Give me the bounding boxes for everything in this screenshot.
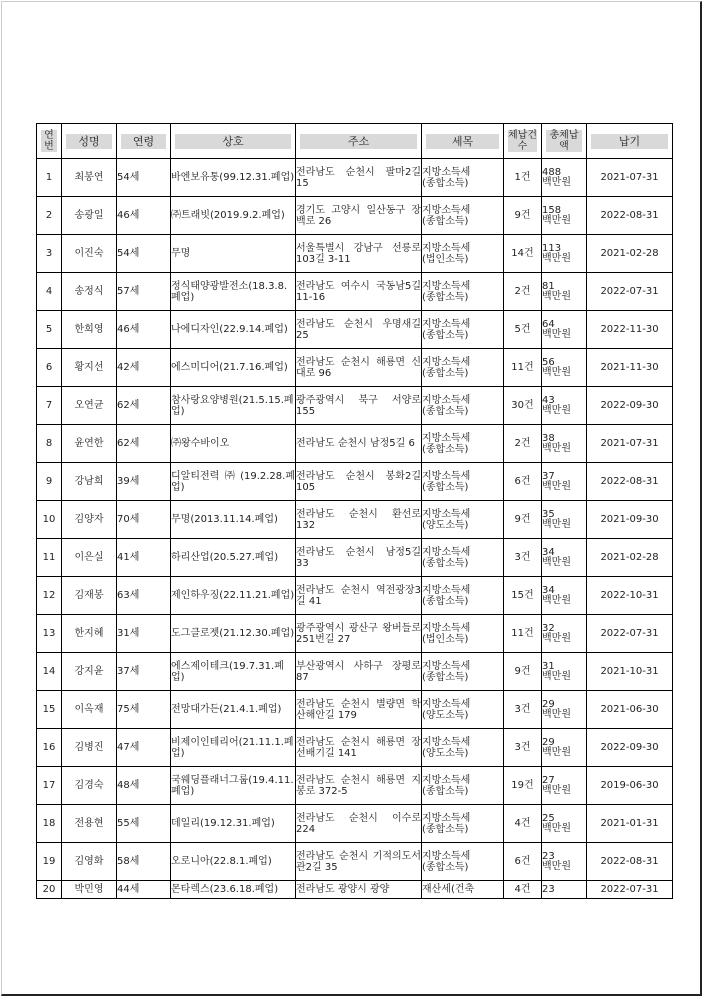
tax-type: 지방소득세 xyxy=(422,774,471,786)
row-age: 58세 xyxy=(117,843,171,881)
row-total xyxy=(542,235,587,273)
row-no: 10 xyxy=(37,501,62,539)
row-no: 12 xyxy=(37,577,62,615)
row-name: 김양자 xyxy=(62,501,117,539)
row-name: 박민영 xyxy=(62,881,117,899)
row-business: 도그클로젯(21.12.30.폐업) xyxy=(171,615,296,653)
row-due: 2021-10-31 xyxy=(587,653,673,691)
row-business: 바엔보유통(99.12.31.폐업) xyxy=(171,159,296,197)
amount-value: 27 xyxy=(542,774,555,786)
row-count: 30건 xyxy=(504,387,542,425)
tax-subtype: (양도소득) xyxy=(422,747,469,759)
row-name: 김영화 xyxy=(62,843,117,881)
tax-type: 지방소득세 xyxy=(422,432,471,444)
tax-subtype: (종합소득) xyxy=(422,405,469,417)
row-total xyxy=(542,691,587,729)
amount-unit: 백만원 xyxy=(542,176,571,188)
row-no: 9 xyxy=(37,463,62,501)
row-business: 에스제이테크(19.7.31.폐업) xyxy=(171,653,296,691)
row-count: 3건 xyxy=(504,729,542,767)
delinquent-taxpayer-table xyxy=(36,123,673,899)
tax-type: 지방소득세 xyxy=(422,470,471,482)
row-business: 정식태양광발전소(18.3.8.폐업) xyxy=(171,273,296,311)
row-total xyxy=(542,767,587,805)
row-age: 42세 xyxy=(117,349,171,387)
row-total xyxy=(542,273,587,311)
tax-subtype: (종합소득) xyxy=(422,861,469,873)
tax-subtype: (종합소득) xyxy=(422,671,469,683)
header-business: 상호 xyxy=(171,124,296,159)
tax-type: 지방소득세 xyxy=(422,698,471,710)
table-row xyxy=(37,235,673,273)
tax-subtype: (종합소득) xyxy=(422,443,469,455)
row-due: 2021-02-28 xyxy=(587,235,673,273)
amount-value: 31 xyxy=(542,660,555,672)
table-row xyxy=(37,843,673,881)
row-total xyxy=(542,653,587,691)
row-no: 16 xyxy=(37,729,62,767)
amount-unit: 백만원 xyxy=(542,404,571,416)
tax-subtype: (양도소득) xyxy=(422,709,469,721)
row-name: 김경숙 xyxy=(62,767,117,805)
row-address: 전라남도 순천시 기적의도서관2길 35 xyxy=(296,843,422,881)
row-address: 전라남도 광양시 광양 xyxy=(296,881,422,899)
row-no: 6 xyxy=(37,349,62,387)
row-count: 19건 xyxy=(504,767,542,805)
amount-value: 158 xyxy=(542,204,562,216)
row-total xyxy=(542,843,587,881)
row-business: 참사랑요양병원(21.5.15.폐업) xyxy=(171,387,296,425)
row-name: 이진숙 xyxy=(62,235,117,273)
amount-value: 23 xyxy=(542,883,555,895)
row-total xyxy=(542,805,587,843)
row-due: 2021-01-31 xyxy=(587,805,673,843)
row-address: 전라남도 순천시 해룡면 지봉로 372-5 xyxy=(296,767,422,805)
tax-subtype: (종합소득) xyxy=(422,329,469,341)
row-address: 전라남도 순천시 해룡면 장선배기길 141 xyxy=(296,729,422,767)
row-tax xyxy=(422,387,504,425)
row-total xyxy=(542,539,587,577)
amount-unit: 백만원 xyxy=(542,784,571,796)
row-name: 이옥재 xyxy=(62,691,117,729)
table-row xyxy=(37,729,673,767)
tax-subtype: (종합소득) xyxy=(422,177,469,189)
row-no: 7 xyxy=(37,387,62,425)
row-count: 2건 xyxy=(504,425,542,463)
row-due: 2022-09-30 xyxy=(587,387,673,425)
row-total xyxy=(542,425,587,463)
tax-subtype: (양도소득) xyxy=(422,519,469,531)
row-address: 광주광역시 광산구 왕버들로251번길 27 xyxy=(296,615,422,653)
row-count: 15건 xyxy=(504,577,542,615)
row-address: 서울특별시 강남구 선릉로103길 3-11 xyxy=(296,235,422,273)
row-count: 1건 xyxy=(504,159,542,197)
tax-type: 재산세(건축 xyxy=(422,884,475,895)
row-name: 윤연한 xyxy=(62,425,117,463)
row-no: 15 xyxy=(37,691,62,729)
amount-unit: 백만원 xyxy=(542,746,571,758)
tax-subtype: (종합소득) xyxy=(422,215,469,227)
row-name: 황지선 xyxy=(62,349,117,387)
row-no: 1 xyxy=(37,159,62,197)
table-row xyxy=(37,539,673,577)
row-due: 2022-08-31 xyxy=(587,843,673,881)
table-row xyxy=(37,881,673,899)
row-total xyxy=(542,387,587,425)
row-no: 2 xyxy=(37,197,62,235)
row-due: 2021-06-30 xyxy=(587,691,673,729)
table-row xyxy=(37,805,673,843)
tax-subtype: (종합소득) xyxy=(422,595,469,607)
row-address: 전라남도 순천시 환선로 132 xyxy=(296,501,422,539)
amount-value: 25 xyxy=(542,812,555,824)
row-tax xyxy=(422,349,504,387)
amount-value: 113 xyxy=(542,242,562,254)
row-no: 3 xyxy=(37,235,62,273)
table-row xyxy=(37,615,673,653)
row-due: 2022-07-31 xyxy=(587,881,673,899)
row-due: 2022-09-30 xyxy=(587,729,673,767)
amount-unit: 백만원 xyxy=(542,328,571,340)
tax-subtype: (종합소득) xyxy=(422,785,469,797)
row-address: 전라남도 순천시 남정5길 33 xyxy=(296,539,422,577)
amount-value: 488 xyxy=(542,166,562,178)
row-age: 62세 xyxy=(117,425,171,463)
row-total xyxy=(542,881,587,899)
row-name: 송광일 xyxy=(62,197,117,235)
amount-unit: 백만원 xyxy=(542,518,571,530)
row-due: 2022-07-31 xyxy=(587,615,673,653)
amount-value: 32 xyxy=(542,622,555,634)
amount-unit: 백만원 xyxy=(542,214,571,226)
row-business: 에스미디어(21.7.16.폐업) xyxy=(171,349,296,387)
row-count: 11건 xyxy=(504,615,542,653)
row-no: 5 xyxy=(37,311,62,349)
table-row xyxy=(37,767,673,805)
row-tax xyxy=(422,197,504,235)
table-row xyxy=(37,425,673,463)
row-tax xyxy=(422,463,504,501)
row-business: 디알티전력㈜(19.2.28.폐업) xyxy=(171,463,296,501)
row-age: 55세 xyxy=(117,805,171,843)
row-age: 54세 xyxy=(117,159,171,197)
row-tax xyxy=(422,805,504,843)
row-business: 비제이인테리어(21.11.1.폐업) xyxy=(171,729,296,767)
row-name: 전용현 xyxy=(62,805,117,843)
row-age: 75세 xyxy=(117,691,171,729)
amount-unit: 백만원 xyxy=(542,480,571,492)
amount-value: 81 xyxy=(542,280,555,292)
row-business: 무명(2013.11.14.폐업) xyxy=(171,501,296,539)
row-age: 57세 xyxy=(117,273,171,311)
row-name: 한희영 xyxy=(62,311,117,349)
row-name: 김병진 xyxy=(62,729,117,767)
tax-subtype: (법인소득) xyxy=(422,633,469,645)
row-address: 전라남도 순천시 우명새길 25 xyxy=(296,311,422,349)
row-name: 이은실 xyxy=(62,539,117,577)
tax-type: 지방소득세 xyxy=(422,318,471,330)
row-no: 4 xyxy=(37,273,62,311)
row-address: 전라남도 순천시 이수로 224 xyxy=(296,805,422,843)
row-tax xyxy=(422,159,504,197)
tax-type: 지방소득세 xyxy=(422,280,471,292)
row-name: 한지혜 xyxy=(62,615,117,653)
header-no: 연번 xyxy=(37,124,62,159)
row-age: 48세 xyxy=(117,767,171,805)
row-address: 전라남도 순천시 팔마2길 15 xyxy=(296,159,422,197)
amount-value: 29 xyxy=(542,736,555,748)
amount-value: 34 xyxy=(542,584,555,596)
row-name: 최봉연 xyxy=(62,159,117,197)
amount-unit: 백만원 xyxy=(542,708,571,720)
row-name: 김재봉 xyxy=(62,577,117,615)
amount-unit: 백만원 xyxy=(542,442,571,454)
amount-unit: 백만원 xyxy=(542,860,571,872)
row-total xyxy=(542,615,587,653)
amount-value: 43 xyxy=(542,394,555,406)
header-address: 주소 xyxy=(296,124,422,159)
tax-type: 지방소득세 xyxy=(422,622,471,634)
header-tax: 세목 xyxy=(422,124,504,159)
row-total xyxy=(542,501,587,539)
row-business: 몬타렉스(23.6.18.폐업) xyxy=(171,881,296,899)
row-age: 63세 xyxy=(117,577,171,615)
table-row xyxy=(37,501,673,539)
row-tax xyxy=(422,881,504,899)
row-business: 무명 xyxy=(171,235,296,273)
row-tax xyxy=(422,615,504,653)
row-total xyxy=(542,311,587,349)
amount-unit: 백만원 xyxy=(542,366,571,378)
tax-type: 지방소득세 xyxy=(422,242,471,254)
row-age: 70세 xyxy=(117,501,171,539)
row-no: 13 xyxy=(37,615,62,653)
row-count: 3건 xyxy=(504,691,542,729)
row-count: 6건 xyxy=(504,843,542,881)
amount-unit: 백만원 xyxy=(542,670,571,682)
tax-subtype: (종합소득) xyxy=(422,823,469,835)
amount-value: 64 xyxy=(542,318,555,330)
row-due: 2022-07-31 xyxy=(587,273,673,311)
row-no: 8 xyxy=(37,425,62,463)
row-due: 2021-07-31 xyxy=(587,425,673,463)
row-business: 제인하우징(22.11.21.폐업) xyxy=(171,577,296,615)
table-row xyxy=(37,653,673,691)
row-name: 강지윤 xyxy=(62,653,117,691)
amount-unit: 백만원 xyxy=(542,594,571,606)
amount-unit: 백만원 xyxy=(542,632,571,644)
amount-value: 38 xyxy=(542,432,555,444)
tax-type: 지방소득세 xyxy=(422,508,471,520)
row-due: 2022-08-31 xyxy=(587,463,673,501)
table-row xyxy=(37,197,673,235)
table-row xyxy=(37,387,673,425)
table-row xyxy=(37,577,673,615)
amount-value: 37 xyxy=(542,470,555,482)
row-age: 46세 xyxy=(117,197,171,235)
row-total xyxy=(542,349,587,387)
row-business: 국웨딩플래너그룹(19.4.11.폐업) xyxy=(171,767,296,805)
row-address: 전라남도 순천시 별량면 학산해안길 179 xyxy=(296,691,422,729)
row-count: 9건 xyxy=(504,653,542,691)
row-business: 데일리(19.12.31.폐업) xyxy=(171,805,296,843)
row-due: 2021-09-30 xyxy=(587,501,673,539)
row-total xyxy=(542,577,587,615)
row-tax xyxy=(422,577,504,615)
tax-type: 지방소득세 xyxy=(422,736,471,748)
table-row xyxy=(37,691,673,729)
row-count: 5건 xyxy=(504,311,542,349)
row-due: 2019-06-30 xyxy=(587,767,673,805)
row-business: 오로니아(22.8.1.폐업) xyxy=(171,843,296,881)
row-no: 11 xyxy=(37,539,62,577)
table-row xyxy=(37,273,673,311)
row-tax xyxy=(422,843,504,881)
tax-subtype: (법인소득) xyxy=(422,253,469,265)
tax-subtype: (종합소득) xyxy=(422,557,469,569)
tax-subtype: (종합소득) xyxy=(422,367,469,379)
row-tax xyxy=(422,311,504,349)
row-address: 전라남도 순천시 남정5길 6 xyxy=(296,425,422,463)
row-no: 19 xyxy=(37,843,62,881)
table-row xyxy=(37,159,673,197)
row-age: 37세 xyxy=(117,653,171,691)
row-name: 송정식 xyxy=(62,273,117,311)
header-age: 연령 xyxy=(117,124,171,159)
row-age: 47세 xyxy=(117,729,171,767)
amount-value: 29 xyxy=(542,698,555,710)
tax-type: 지방소득세 xyxy=(422,204,471,216)
row-count: 6건 xyxy=(504,463,542,501)
table-header-row xyxy=(37,124,673,159)
row-address: 전라남도 순천시 봉화2길 105 xyxy=(296,463,422,501)
row-count: 2건 xyxy=(504,273,542,311)
row-no: 18 xyxy=(37,805,62,843)
row-address: 전라남도 여수시 국동남5길 11-16 xyxy=(296,273,422,311)
tax-type: 지방소득세 xyxy=(422,584,471,596)
row-total xyxy=(542,197,587,235)
row-tax xyxy=(422,729,504,767)
row-due: 2022-11-30 xyxy=(587,311,673,349)
row-due: 2022-08-31 xyxy=(587,197,673,235)
row-count: 4건 xyxy=(504,881,542,899)
amount-unit: 백만원 xyxy=(542,556,571,568)
row-address: 경기도 고양시 일산동구 장백로 26 xyxy=(296,197,422,235)
amount-value: 23 xyxy=(542,850,555,862)
header-total: 총체납액 xyxy=(542,124,587,159)
row-age: 62세 xyxy=(117,387,171,425)
header-due: 납기 xyxy=(587,124,673,159)
amount-value: 56 xyxy=(542,356,555,368)
amount-unit: 백만원 xyxy=(542,822,571,834)
row-age: 54세 xyxy=(117,235,171,273)
table-row xyxy=(37,463,673,501)
tax-type: 지방소득세 xyxy=(422,812,471,824)
tax-type: 지방소득세 xyxy=(422,394,471,406)
tax-subtype: (종합소득) xyxy=(422,291,469,303)
row-tax xyxy=(422,425,504,463)
tax-type: 지방소득세 xyxy=(422,356,471,368)
row-tax xyxy=(422,539,504,577)
row-count: 9건 xyxy=(504,197,542,235)
row-age: 46세 xyxy=(117,311,171,349)
header-count: 체납건수 xyxy=(504,124,542,159)
row-address: 전라남도 순천시 해룡면 신대로 96 xyxy=(296,349,422,387)
row-count: 4건 xyxy=(504,805,542,843)
amount-unit: 백만원 xyxy=(542,290,571,302)
row-age: 41세 xyxy=(117,539,171,577)
row-due: 2021-07-31 xyxy=(587,159,673,197)
row-business: 전망대가든(21.4.1.폐업) xyxy=(171,691,296,729)
row-count: 3건 xyxy=(504,539,542,577)
header-name: 성명 xyxy=(62,124,117,159)
row-business: 하리산업(20.5.27.폐업) xyxy=(171,539,296,577)
row-count: 14건 xyxy=(504,235,542,273)
tax-type: 지방소득세 xyxy=(422,850,471,862)
row-tax xyxy=(422,235,504,273)
row-address: 부산광역시 사하구 장평로 87 xyxy=(296,653,422,691)
row-age: 44세 xyxy=(117,881,171,899)
tax-type: 지방소득세 xyxy=(422,546,471,558)
row-no: 17 xyxy=(37,767,62,805)
row-tax xyxy=(422,767,504,805)
row-business: 나에디자인(22.9.14.폐업) xyxy=(171,311,296,349)
amount-unit: 백만원 xyxy=(542,252,571,264)
row-address: 전라남도 순천시 역전광장3길 41 xyxy=(296,577,422,615)
row-tax xyxy=(422,501,504,539)
table-row xyxy=(37,349,673,387)
row-business: ㈜왕수바이오 xyxy=(171,425,296,463)
tax-type: 지방소득세 xyxy=(422,660,471,672)
table-row xyxy=(37,311,673,349)
row-tax xyxy=(422,273,504,311)
row-due: 2021-02-28 xyxy=(587,539,673,577)
row-name: 강남희 xyxy=(62,463,117,501)
row-age: 31세 xyxy=(117,615,171,653)
row-tax xyxy=(422,691,504,729)
row-business: ㈜트래빗(2019.9.2.폐업) xyxy=(171,197,296,235)
row-total xyxy=(542,463,587,501)
row-age: 39세 xyxy=(117,463,171,501)
row-no: 14 xyxy=(37,653,62,691)
tax-subtype: (종합소득) xyxy=(422,481,469,493)
row-count: 9건 xyxy=(504,501,542,539)
row-tax xyxy=(422,653,504,691)
row-name: 오연균 xyxy=(62,387,117,425)
tax-type: 지방소득세 xyxy=(422,166,471,178)
amount-value: 34 xyxy=(542,546,555,558)
amount-value: 35 xyxy=(542,508,555,520)
document-page xyxy=(1,1,702,996)
row-address: 광주광역시 북구 서양로 155 xyxy=(296,387,422,425)
row-total xyxy=(542,159,587,197)
row-total xyxy=(542,729,587,767)
row-due: 2022-10-31 xyxy=(587,577,673,615)
row-no: 20 xyxy=(37,881,62,899)
row-count: 11건 xyxy=(504,349,542,387)
row-due: 2021-11-30 xyxy=(587,349,673,387)
